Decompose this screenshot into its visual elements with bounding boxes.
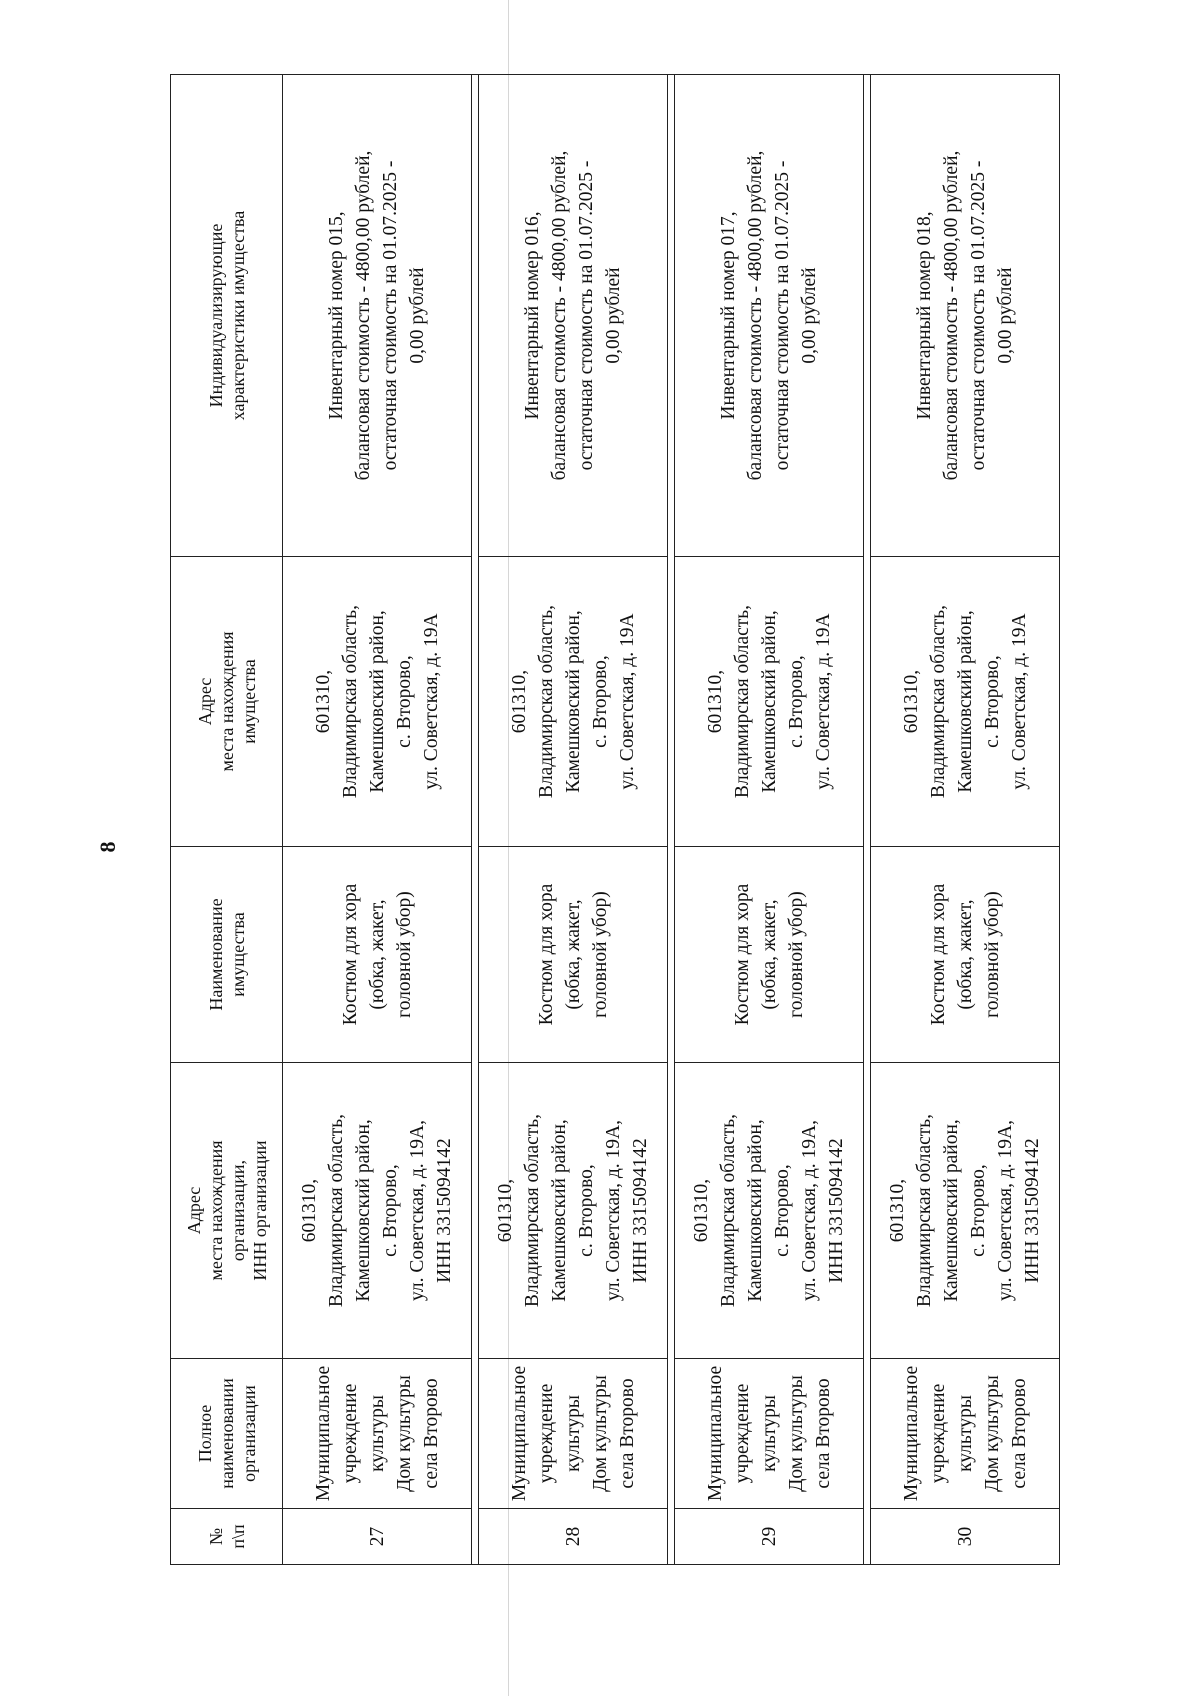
item-address: 601310, Владимирская область, Камешковский район, с. Второво, ул. Советская, д. 19А: [479, 557, 668, 847]
row-gap: [472, 75, 479, 1565]
org-name: Муниципальное учреждение культуры Дом культуры села Второво: [871, 1359, 1060, 1509]
org-name: Муниципальное учреждение культуры Дом культуры села Второво: [675, 1359, 864, 1509]
header-item-name: Наименование имущества: [171, 847, 283, 1063]
item-name: Костюм для хора (юбка, жакет, головной убор): [675, 847, 864, 1063]
row-number: 28: [479, 1509, 668, 1565]
org-name: Муниципальное учреждение культуры Дом культуры села Второво: [283, 1359, 472, 1509]
property-table: [170, 74, 1060, 1565]
table-row: [675, 75, 864, 1565]
org-name: Муниципальное учреждение культуры Дом культуры села Второво: [479, 1359, 668, 1509]
page-number: 8: [95, 841, 120, 853]
org-address: 601310, Владимирская область, Камешковский район, с. Второво, ул. Советская, д. 19А, ИНН 3315094142: [479, 1063, 668, 1359]
item-characteristics: Инвентарный номер 015, балансовая стоимость - 4800,00 рублей, остаточная стоимость на 01.07.2025 - 0,00 рублей: [283, 75, 472, 557]
rotated-table-container: [170, 75, 1043, 1565]
item-name: Костюм для хора (юбка, жакет, головной убор): [871, 847, 1060, 1063]
header-org-address: Адрес места нахождения организации, ИНН организации: [171, 1063, 283, 1359]
item-address: 601310, Владимирская область, Камешковский район, с. Второво, ул. Советская, д. 19А: [871, 557, 1060, 847]
row-number: 27: [283, 1509, 472, 1565]
header-org-name: Полное наименовании организации: [171, 1359, 283, 1509]
row-number: 30: [871, 1509, 1060, 1565]
header-characteristics: Индивидуализирующие характеристики имущества: [171, 75, 283, 557]
item-characteristics: Инвентарный номер 016, балансовая стоимость - 4800,00 рублей, остаточная стоимость на 01.07.2025 - 0,00 рублей: [479, 75, 668, 557]
org-address: 601310, Владимирская область, Камешковский район, с. Второво, ул. Советская, д. 19А, ИНН 3315094142: [283, 1063, 472, 1359]
row-gap: [668, 75, 675, 1565]
item-name: Костюм для хора (юбка, жакет, головной убор): [479, 847, 668, 1063]
table-row: [283, 75, 472, 1565]
item-characteristics: Инвентарный номер 018, балансовая стоимость - 4800,00 рублей, остаточная стоимость на 01.07.2025 - 0,00 рублей: [871, 75, 1060, 557]
table-row: [871, 75, 1060, 1565]
header-item-address: Адрес места нахождения имущества: [171, 557, 283, 847]
header-number: № п\п: [171, 1509, 283, 1565]
item-characteristics: Инвентарный номер 017, балансовая стоимость - 4800,00 рублей, остаточная стоимость на 01.07.2025 - 0,00 рублей: [675, 75, 864, 557]
item-address: 601310, Владимирская область, Камешковский район, с. Второво, ул. Советская, д. 19А: [675, 557, 864, 847]
item-address: 601310, Владимирская область, Камешковский район, с. Второво, ул. Советская, д. 19А: [283, 557, 472, 847]
item-name: Костюм для хора (юбка, жакет, головной убор): [283, 847, 472, 1063]
table-header-row: [171, 75, 283, 1565]
row-number: 29: [675, 1509, 864, 1565]
table-row: [479, 75, 668, 1565]
org-address: 601310, Владимирская область, Камешковский район, с. Второво, ул. Советская, д. 19А, ИНН 3315094142: [871, 1063, 1060, 1359]
row-gap: [864, 75, 871, 1565]
org-address: 601310, Владимирская область, Камешковский район, с. Второво, ул. Советская, д. 19А, ИНН 3315094142: [675, 1063, 864, 1359]
